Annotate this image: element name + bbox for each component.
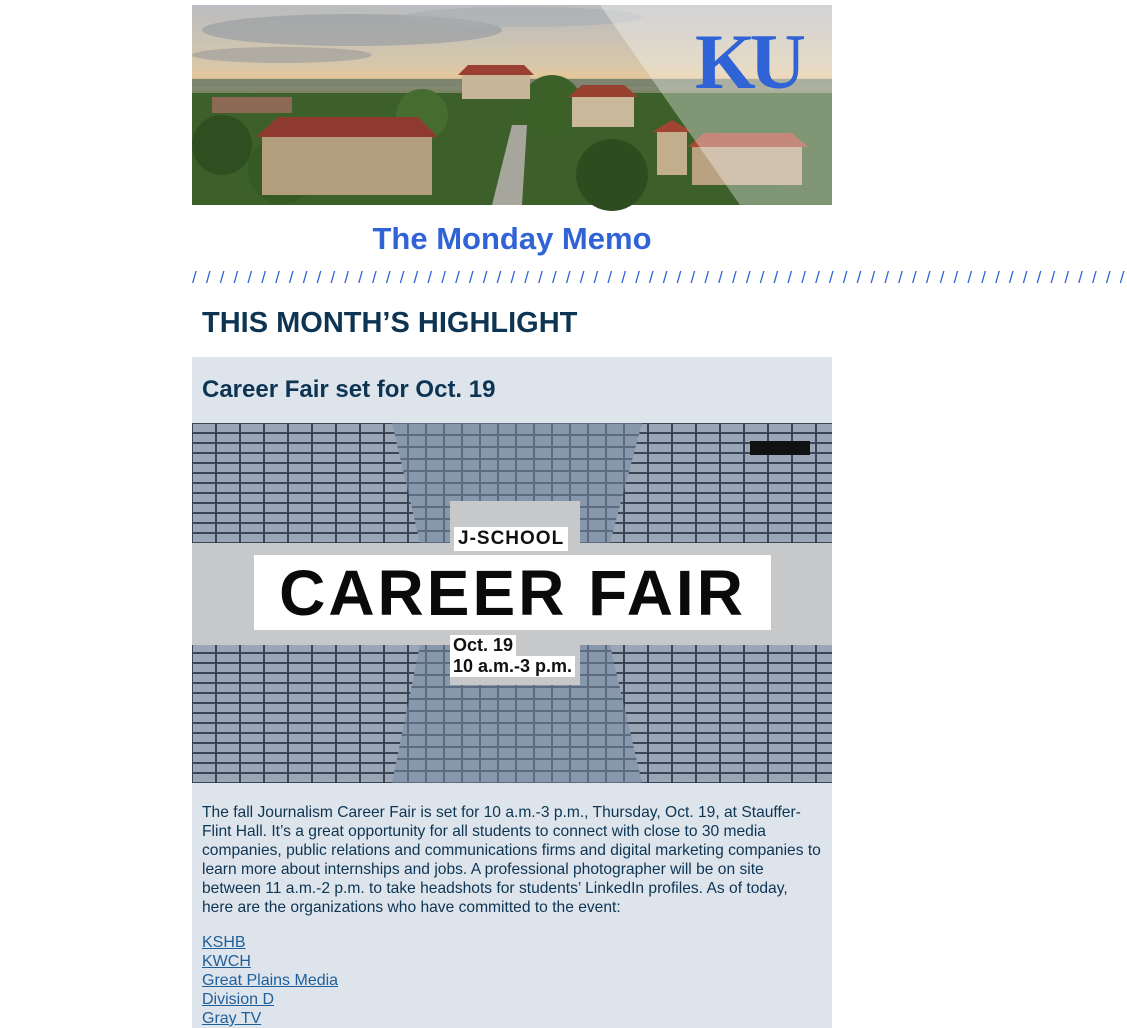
article-title: Career Fair set for Oct. 19 <box>202 376 496 403</box>
ku-logo[interactable]: KU <box>695 18 800 105</box>
section-heading: THIS MONTH’S HIGHLIGHT <box>202 306 578 339</box>
campus-header-image <box>192 5 832 205</box>
poster-school-label: J-SCHOOL <box>454 527 568 551</box>
org-link-kwch[interactable]: KWCH <box>202 953 251 970</box>
org-link-great-plains-media[interactable]: Great Plains Media <box>202 972 339 989</box>
slash-divider: / / / / / / / / / / / / / / / / / / / / / / / / / / / / / / / / / / / / / / / / / / / / / / / / / / / / / / / / / / / / / / / / / / / / <box>192 268 1127 287</box>
career-fair-poster <box>192 423 832 783</box>
org-link-gray-tv[interactable]: Gray TV <box>202 1010 262 1027</box>
org-link-kshb[interactable]: KSHB <box>202 934 246 951</box>
highlight-article <box>192 357 832 1028</box>
poster-date: Oct. 19 <box>450 635 516 656</box>
newsletter-title: The Monday Memo <box>372 221 652 256</box>
org-link-division-d[interactable]: Division D <box>202 991 275 1008</box>
article-body: The fall Journalism Career Fair is set for 10 a.m.-3 p.m., Thursday, Oct. 19, at Stauffer-Flint Hall. It’s a great opportunity for all students to connect with close to 30 media companies, public relations and communications firms and digital marketing companies to learn more about internships and jobs. A professional photographer will be on site between 11 a.m.-2 p.m. to take headshots for students’ LinkedIn profiles. As of today, here are the organizations who have committed to the event: <box>202 804 821 916</box>
newsletter <box>192 5 1127 1028</box>
poster-time: 10 a.m.-3 p.m. <box>450 656 575 677</box>
poster-headline: CAREER FAIR <box>254 555 771 630</box>
organization-links <box>192 917 832 1028</box>
